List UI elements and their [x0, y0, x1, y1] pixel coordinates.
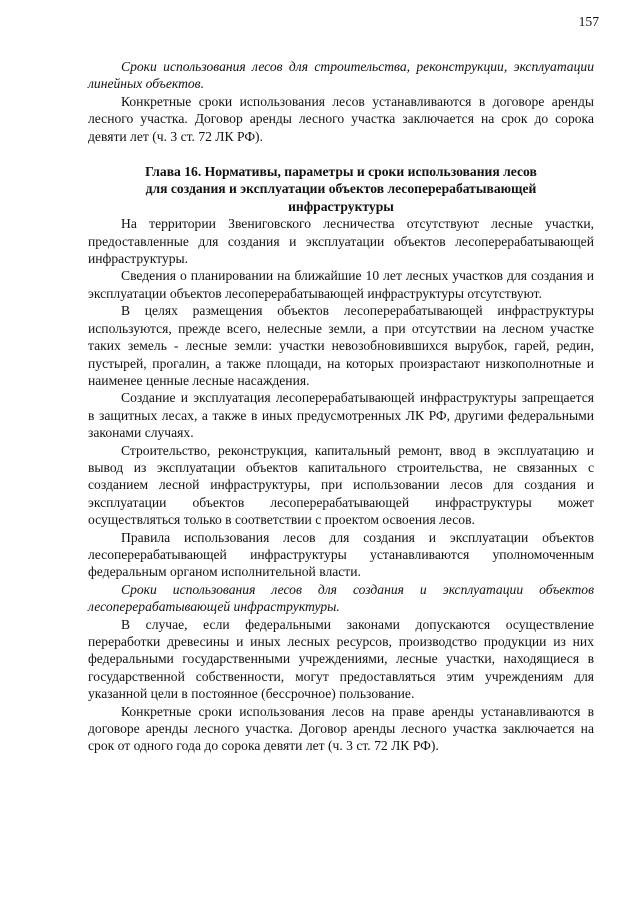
page-content — [88, 58, 594, 755]
paragraph-planning: Сведения о планировании на ближайшие 10 лет лесных участков для создания и эксплуатации объектов лесоперерабатывающей инфраструктуры отсутствуют. — [88, 268, 594, 301]
paragraph-federal-institutions: В случае, если федеральными законами допускаются осуществление переработки древесины и иных лесных ресурсов, производство продукции из них федеральными государственными учреждениями, лесные участки, находящиеся в государственной собственности, могут предоставляться этим учреждениям для указанной цели в постоянное (бессрочное) пользование. — [88, 616, 594, 702]
chapter-heading-line-3: инфраструктуры — [288, 198, 394, 214]
page-number: 157 — [578, 14, 599, 29]
subsection-title-processing-terms: Сроки использования лесов для создания и эксплуатации объектов лесоперерабатывающей инфраструктуры. — [88, 581, 594, 615]
chapter-heading-line-2: для создания и эксплуатации объектов лесоперерабатывающей — [145, 181, 537, 197]
paragraph-placement: В целях размещения объектов лесоперерабатывающей инфраструктуры используются, прежде всего, нелесные земли, а при отсутствии на лесном участке таких земель - лесные земли: участки невозобновившихся вырубок, гарей, редин, пустырей, прогалин, а также площади, на которых произрастают низкополнотные и наименее ценные лесные насаждения. — [88, 303, 594, 388]
chapter-heading-line-1: Глава 16. Нормативы, параметры и сроки использования лесов — [145, 164, 537, 180]
paragraph-construction: Строительство, реконструкция, капитальный ремонт, ввод в эксплуатацию и вывод из эксплуатации объектов капитального строительства, не связанных с созданием лесной инфраструктуры, при использовании лесов для создания и эксплуатации объектов лесоперерабатывающей инфраструктуры может осуществляться только в соответствии с проектом освоения лесов. — [88, 442, 594, 528]
paragraph-rules: Правила использования лесов для создания и эксплуатации объектов лесоперерабатывающей инфраструктуры устанавливаются уполномоченным федеральным органом исполнительной власти. — [88, 529, 594, 580]
paragraph-no-plots: На территории Звениговского лесничества отсутствуют лесные участки, предоставленные для создания и эксплуатации объектов лесоперерабатывающей инфраструктуры. — [88, 216, 594, 267]
paragraph-lease-terms-linear: Конкретные сроки использования лесов устанавливаются в договоре аренды лесного участка. Договор аренды лесного участка заключается на срок до сорока девяти лет (ч. 3 ст. 72 ЛК РФ). — [88, 93, 594, 144]
paragraph-prohibition: Создание и эксплуатация лесоперерабатывающей инфраструктуры запрещается в защитных лесах, а также в иных предусмотренных ЛК РФ, другими федеральными законами случаях. — [88, 390, 594, 441]
subsection-title-linear-objects: Сроки использования лесов для строительства, реконструкции, эксплуатации линейных объектов. — [88, 59, 594, 92]
paragraph-lease-terms-processing: Конкретные сроки использования лесов на праве аренды устанавливаются в договоре аренды лесного участка. Договор аренды лесного участка заключается на срок от одного года до сорока девяти лет (ч. 3 ст. 72 ЛК РФ). — [88, 703, 594, 754]
